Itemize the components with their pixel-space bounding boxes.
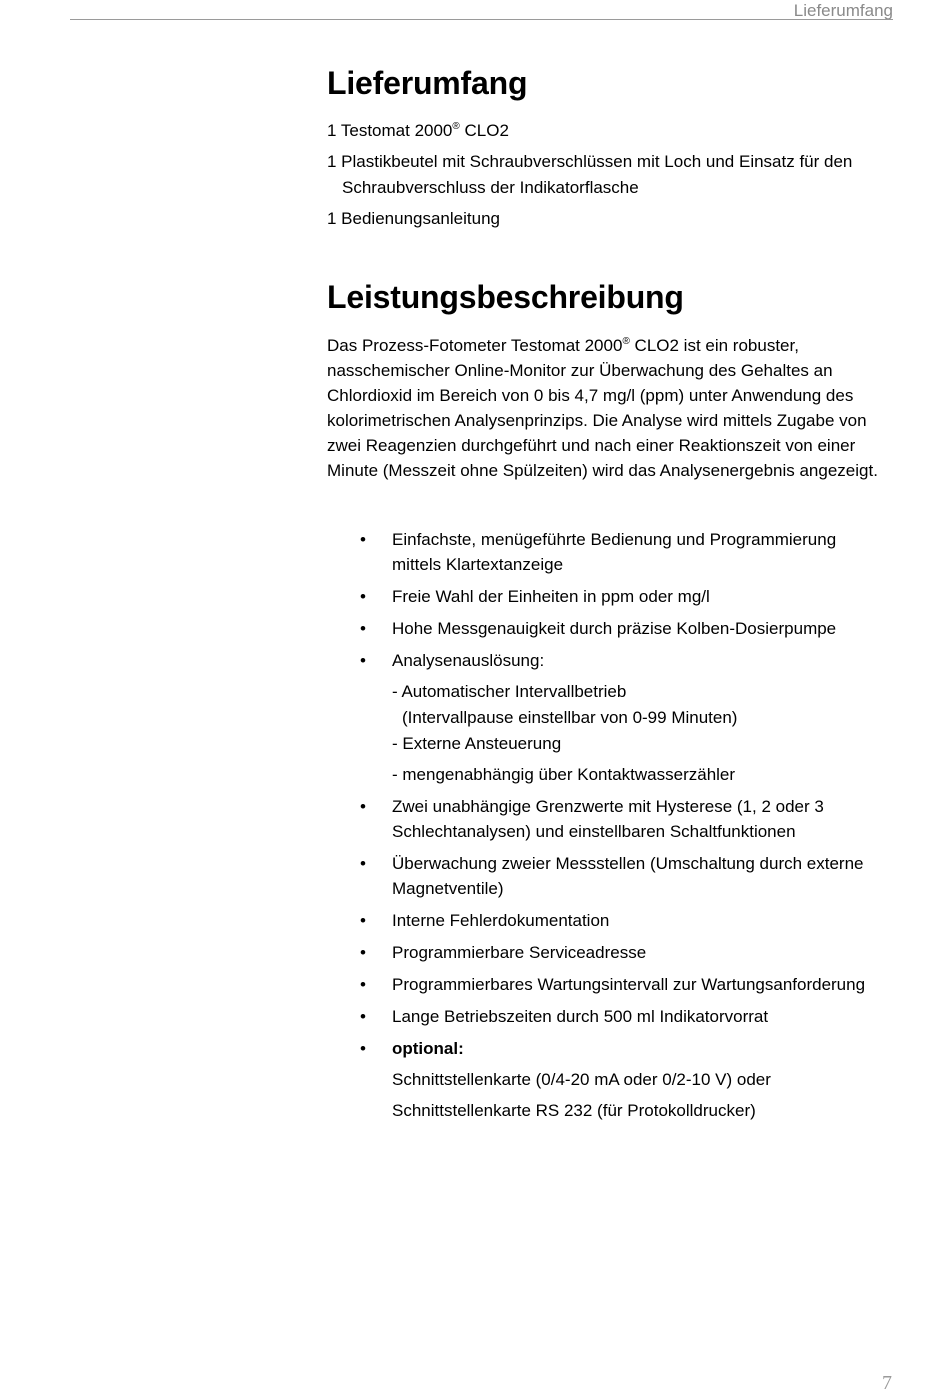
bullet-icon: • <box>360 975 366 994</box>
bullet-icon: • <box>360 530 366 549</box>
optional-option: Schnittstellenkarte RS 232 (für Protokolldrucker) <box>392 1101 756 1120</box>
feature-item: • Einfachste, menügeführte Bedienung und Programmierung mittels Klartextanzeige <box>327 527 887 577</box>
feature-item: • Hohe Messgenauigkeit durch präzise Kolben-Dosierpumpe <box>327 616 887 641</box>
bullet-icon: • <box>360 854 366 873</box>
optional-label: optional: <box>392 1039 464 1058</box>
page-content <box>327 62 887 1130</box>
bullet-icon: • <box>360 1007 366 1026</box>
feature-list <box>327 527 887 1123</box>
bullet-icon: • <box>360 943 366 962</box>
trigger-option: - Externe Ansteuerung <box>392 734 562 753</box>
running-header-title: Lieferumfang <box>793 1 893 20</box>
performance-description: Das Prozess-Fotometer Testomat 2000® CLO2 ist ein robuster, nasschemischer Online-Monitor zur Überwachung des Gehaltes an Chlordioxid im Bereich von 0 bis 4,7 mg/l (ppm) unter Anwendung des kolorimetrischen Analysenprinzips. Die Analyse wird mittels Zugabe von zwei Reagenzien durchgeführt und nach einer Reaktionszeit von einer Minute (Messzeit ohne Spülzeiten) wird das Analysenergebnis angezeigt. <box>327 336 878 480</box>
trigger-option: - mengenabhängig über Kontaktwasserzähler <box>392 765 736 784</box>
trigger-option: - Automatischer Intervallbetrieb <box>392 682 627 701</box>
scope-list <box>327 118 887 232</box>
trigger-option-note: (Intervallpause einstellbar von 0-99 Minuten) <box>402 708 738 727</box>
feature-item: • Zwei unabhängige Grenzwerte mit Hysterese (1, 2 oder 3 Schlechtanalysen) und einstellbaren Schaltfunktionen <box>327 794 887 844</box>
feature-item: • Programmierbares Wartungsintervall zur Wartungsanforderung <box>327 972 887 997</box>
header-divider <box>70 19 893 20</box>
bullet-icon: • <box>360 911 366 930</box>
feature-item: • Lange Betriebszeiten durch 500 ml Indikatorvorrat <box>327 1004 887 1029</box>
feature-item: • Interne Fehlerdokumentation <box>327 908 887 933</box>
scope-item: 1 Plastikbeutel mit Schraubverschlüssen mit Loch und Einsatz für den Schraubverschluss der Indikatorflasche <box>327 152 853 197</box>
bullet-icon: • <box>360 651 366 670</box>
bullet-icon: • <box>360 587 366 606</box>
optional-option: Schnittstellenkarte (0/4-20 mA oder 0/2-10 V) oder <box>392 1070 771 1089</box>
bullet-icon: • <box>360 619 366 638</box>
performance-heading: Leistungsbeschreibung <box>327 279 684 315</box>
bullet-icon: • <box>360 797 366 816</box>
scope-item: 1 Testomat 2000® CLO2 <box>327 121 509 140</box>
feature-item: • Überwachung zweier Messstellen (Umschaltung durch externe Magnetventile) <box>327 851 887 901</box>
feature-item <box>327 1036 887 1123</box>
feature-item: • Programmierbare Serviceadresse <box>327 940 887 965</box>
feature-item: • Freie Wahl der Einheiten in ppm oder mg/l <box>327 584 887 609</box>
bullet-icon: • <box>360 1039 366 1058</box>
scope-heading: Lieferumfang <box>327 65 528 101</box>
feature-item: • Analysenauslösung: - Automatischer Intervallbetrieb (Intervallpause einstellbar von 0-99 Minuten) - Externe Ansteuerung - mengenabhängig über Kontaktwasserzähler <box>327 648 887 787</box>
scope-item: 1 Bedienungsanleitung <box>327 209 500 228</box>
page-number: 7 <box>882 1372 892 1394</box>
